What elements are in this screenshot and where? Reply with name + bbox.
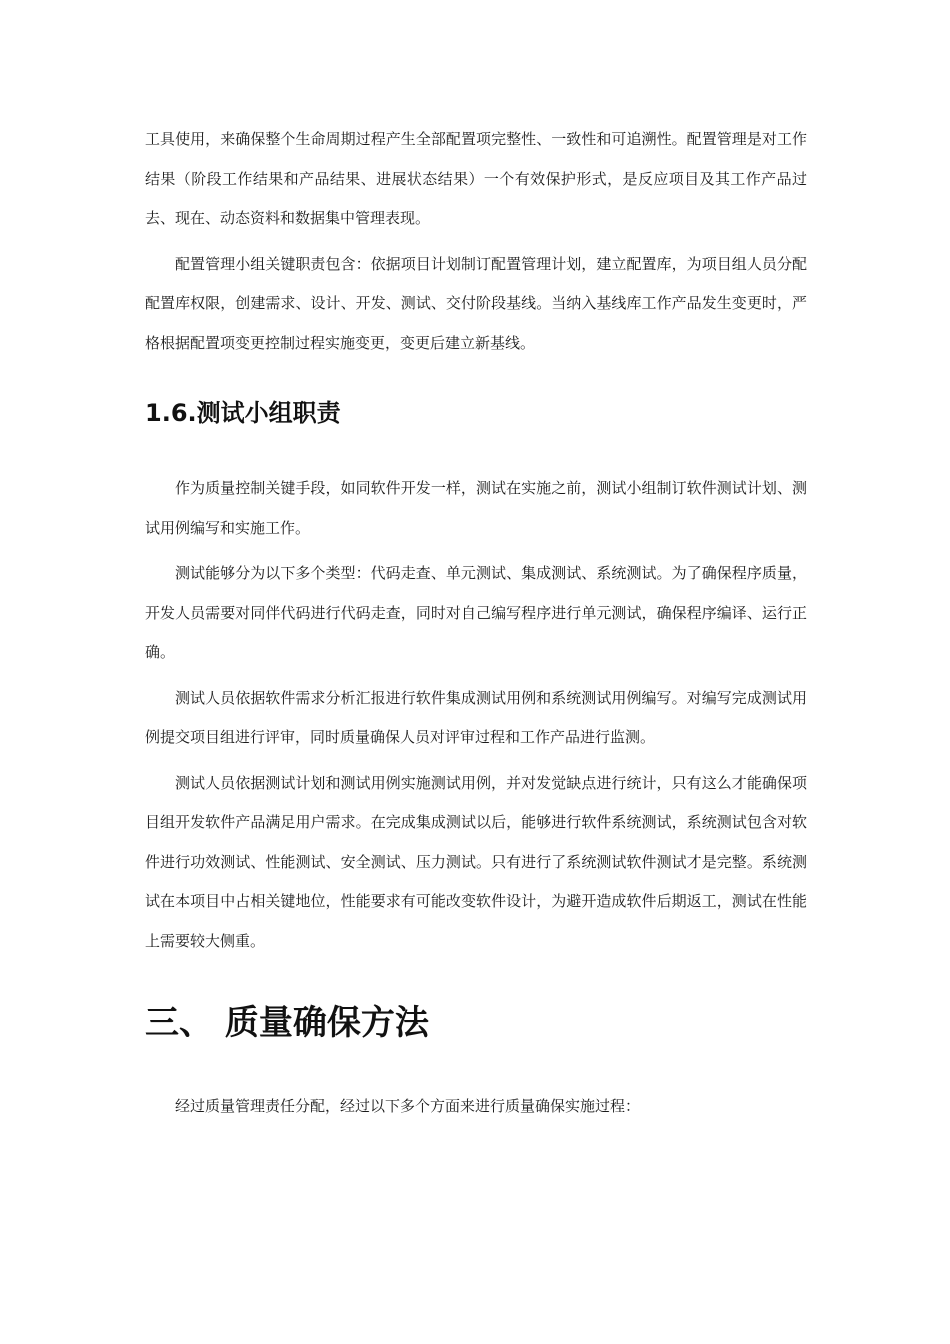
- chapter-heading-3: 三、 质量确保方法: [145, 1003, 429, 1043]
- section-heading-1-6: 1.6.测试小组职责: [145, 399, 341, 427]
- body-paragraph: 测试能够分为以下多个类型：代码走查、单元测试、集成测试、系统测试。为了确保程序质量，开发人员需要对同伴代码进行代码走查，同时对自己编写程序进行单元测试，确保程序编译、运行正确。: [145, 564, 807, 661]
- body-paragraph: 配置管理小组关键职责包含：依据项目计划制订配置管理计划，建立配置库，为项目组人员分配配置库权限，创建需求、设计、开发、测试、交付阶段基线。当纳入基线库工作产品发生变更时，严格根据配置项变更控制过程实施变更，变更后建立新基线。: [145, 254, 807, 352]
- body-paragraph: 作为质量控制关键手段，如同软件开发一样，测试在实施之前，测试小组制订软件测试计划、测试用例编写和实施工作。: [145, 479, 807, 537]
- document-page: [145, 120, 807, 1127]
- body-paragraph: 测试人员依据测试计划和测试用例实施测试用例，并对发觉缺点进行统计，只有这么才能确保项目组开发软件产品满足用户需求。在完成集成测试以后，能够进行软件系统测试，系统测试包含对软件进行功效测试、性能测试、安全测试、压力测试。只有进行了系统测试软件测试才是完整。系统测试在本项目中占相关键地位，性能要求有可能改变软件设计，为避开造成软件后期返工，测试在性能上需要较大侧重。: [145, 773, 807, 950]
- body-paragraph: 工具使用，来确保整个生命周期过程产生全部配置项完整性、一致性和可追溯性。配置管理是对工作结果（阶段工作结果和产品结果、进展状态结果）一个有效保护形式，是反应项目及其工作产品过去、现在、动态资料和数据集中管理表现。: [145, 130, 807, 227]
- body-paragraph: 测试人员依据软件需求分析汇报进行软件集成测试用例和系统测试用例编写。对编写完成测试用例提交项目组进行评审，同时质量确保人员对评审过程和工作产品进行监测。: [145, 688, 807, 746]
- body-paragraph: 经过质量管理责任分配，经过以下多个方面来进行质量确保实施过程：: [175, 1097, 641, 1115]
